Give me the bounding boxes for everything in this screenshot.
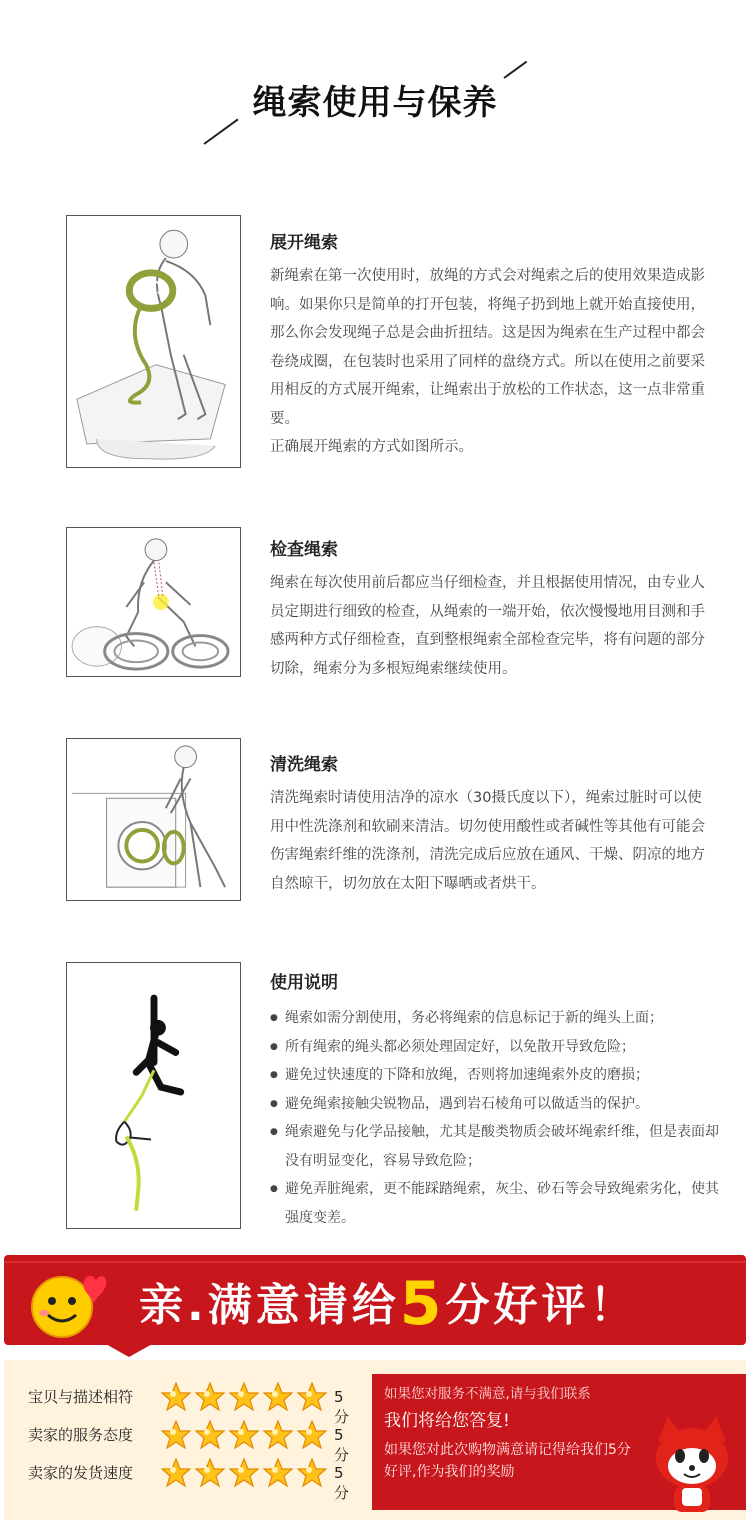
star-icon	[161, 1420, 191, 1450]
star-icon	[297, 1382, 327, 1412]
star-rating	[161, 1382, 331, 1412]
inspect-rope-illustration	[66, 527, 241, 677]
banner-stripe	[4, 1261, 746, 1263]
star-icon	[263, 1420, 293, 1450]
review-banner	[4, 1255, 746, 1345]
unroll-rope-drawing	[67, 216, 240, 467]
service-line-1: 如果您对服务不满意,请与我们联系	[384, 1386, 591, 1402]
star-icon	[297, 1420, 327, 1450]
wash-rope-illustration	[66, 738, 241, 901]
service-message-box	[372, 1374, 746, 1510]
star-icon	[229, 1382, 259, 1412]
rating-label: 卖家的发货速度	[28, 1464, 134, 1482]
wash-rope-drawing	[67, 739, 240, 900]
banner-prefix: 亲.满意请给	[139, 1280, 400, 1331]
section-body	[270, 784, 710, 898]
service-line-2: 我们将给您答复!	[384, 1411, 510, 1431]
rating-score: 5分	[334, 1388, 350, 1426]
star-icon	[263, 1382, 293, 1412]
star-rating	[161, 1420, 331, 1450]
section-title: 清洗绳索	[270, 755, 338, 775]
climber-illustration	[66, 962, 241, 1229]
section-paragraph: 绳索在每次使用前后都应当仔细检查，并且根据使用情况，由专业人员定期进行细致的检查，从绳索的一端开始，依次慢慢地用目测和手感两种方式仔细检查，直到整根绳索全部检查完毕，将有问题的部分切除，绳索分为多根短绳索继续使用。	[270, 575, 705, 677]
section-title: 使用说明	[270, 973, 338, 993]
climber-drawing	[67, 963, 240, 1228]
banner-suffix: 分好评！	[445, 1280, 638, 1331]
section-body	[270, 262, 710, 462]
section-paragraph: 清洗绳索时请使用洁净的凉水（30摄氏度以下），绳索过脏时可以使用中性洗涤剂和软刷来清洁。切勿使用酸性或者碱性等其他有可能会伤害绳索纤维的洗涤剂，清洗完成后应放在通风、干燥、阴凉的地方自然晾干，切勿放在太阳下曝晒或者烘干。	[270, 790, 705, 892]
star-rating	[161, 1458, 331, 1488]
usage-bullet-list	[270, 1004, 730, 1232]
page-header	[0, 55, 750, 155]
unroll-rope-illustration	[66, 215, 241, 468]
smiley-face-icon	[24, 1263, 108, 1347]
section-paragraph: 正确展开绳索的方式如图所示。	[270, 439, 473, 455]
section-title: 检查绳索	[270, 540, 338, 560]
star-icon	[263, 1458, 293, 1488]
star-icon	[229, 1420, 259, 1450]
banner-number: 5	[399, 1269, 446, 1339]
list-item: ● 避免弄脏绳索，更不能踩踏绳索，灰尘、砂石等会导致绳索劣化，使其强度变差。	[270, 1175, 730, 1232]
list-item: ● 绳索避免与化学品接触，尤其是酸类物质会破坏绳索纤维，但是表面却没有明显变化，容易导致危险；	[270, 1118, 730, 1175]
banner-pointer	[104, 1343, 154, 1357]
section-title: 展开绳索	[270, 233, 338, 253]
star-icon	[195, 1420, 225, 1450]
star-icon	[297, 1458, 327, 1488]
ratings-panel	[4, 1360, 746, 1520]
star-icon	[195, 1382, 225, 1412]
star-icon	[161, 1458, 191, 1488]
rating-score: 5分	[334, 1426, 350, 1464]
section-paragraph: 新绳索在第一次使用时，放绳的方式会对绳索之后的使用效果造成影响。如果你只是简单的打开包装，将绳子扔到地上就开始直接使用，那么你会发现绳子总是会曲折扭结。这是因为绳索在生产过程中都会卷绕成圈，在包装时也采用了同样的盘绕方式。所以在使用之前要采用相反的方式展开绳索，让绳索出于放松的工作状态，这一点非常重要。	[270, 268, 705, 427]
list-item: ● 避免过快速度的下降和放绳，否则将加速绳索外皮的磨损；	[270, 1061, 730, 1090]
banner-headline	[139, 1269, 637, 1339]
service-line-3: 如果您对此次购物满意请记得给我们5分好评,作为我们的奖励	[384, 1442, 631, 1480]
section-body	[270, 569, 710, 683]
rating-score: 5分	[334, 1464, 350, 1502]
fox-mascot-icon	[644, 1412, 740, 1522]
star-icon	[229, 1458, 259, 1488]
rating-label: 卖家的服务态度	[28, 1426, 134, 1444]
list-item: ● 所有绳索的绳头都必须处理固定好，以免散开导致危险；	[270, 1033, 730, 1062]
page-title: 绳索使用与保养	[252, 83, 498, 123]
star-icon	[195, 1458, 225, 1488]
inspect-rope-drawing	[67, 528, 240, 676]
rating-label: 宝贝与描述相符	[28, 1388, 134, 1406]
list-item: ● 绳索如需分割使用，务必将绳索的信息标记于新的绳头上面；	[270, 1004, 730, 1033]
star-icon	[161, 1382, 191, 1412]
list-item: ● 避免绳索接触尖锐物品，遇到岩石棱角可以做适当的保护。	[270, 1090, 730, 1119]
